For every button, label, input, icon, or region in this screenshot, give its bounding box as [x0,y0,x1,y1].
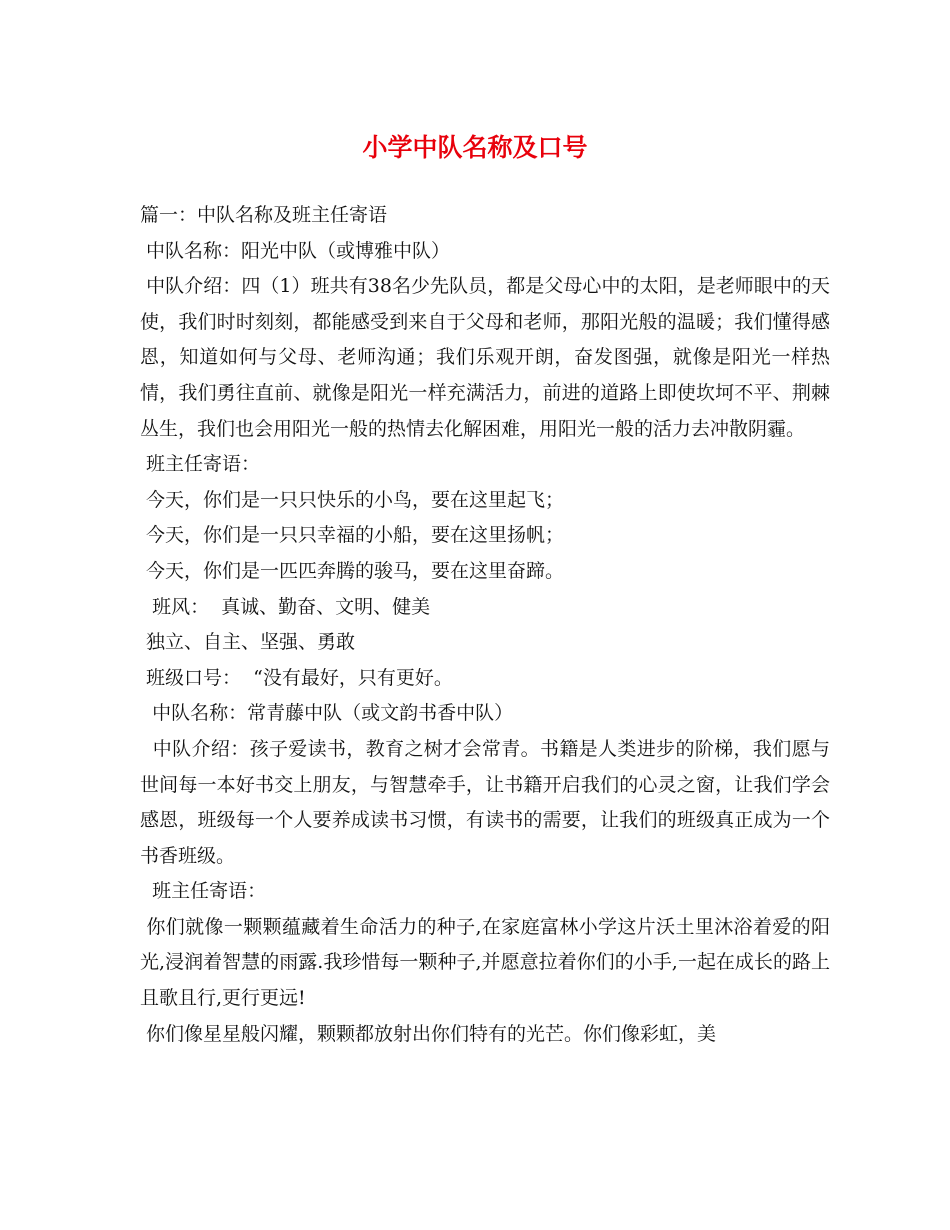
message-line: 今天，你们是一只只快乐的小鸟，要在这里起飞； [140,488,565,511]
squad-intro-paragraph: 中队介绍：孩子爱读书，教育之树才会常青。书籍是人类进步的阶梯，我们愿与世间每一本好书交上朋友，与智慧牵手，让书籍开启我们的心灵之窗，让我们学会感恩，班级每一个人要养成读书习惯，有读书的需要，让我们的班级真正成为一个书香班级。 [140,737,830,867]
class-slogan-line: 班级口号： “没有最好，只有更好。 [140,666,453,689]
message-line: 今天，你们是一只只幸福的小船，要在这里扬帆； [140,524,565,547]
section-heading: 篇一：中队名称及班主任寄语 [140,204,388,226]
squad-name-line: 中队名称：常青藤中队（或文韵书香中队） [140,702,514,725]
document-title: 小学中队名称及口号 [362,133,588,162]
message-line: 今天，你们是一匹匹奔腾的骏马，要在这里奋蹄。 [140,559,565,582]
class-style-line-2: 独立、自主、坚强、勇敢 [140,631,356,654]
document-body [140,198,830,1052]
squad-name-line: 中队名称：阳光中队（或博雅中队） [140,239,451,262]
teacher-message-label: 班主任寄语： [140,880,267,903]
teacher-message-label: 班主任寄语： [140,453,261,476]
class-style-line: 班风： 真诚、勤奋、文明、健美 [140,595,431,618]
squad-intro-paragraph: 中队介绍：四（1）班共有38名少先队员，都是父母心中的太阳，是老师眼中的天使，我们时时刻刻，都能感受到来自于父母和老师，那阳光般的温暖；我们懂得感恩，知道如何与父母、老师沟通；我们乐观开朗，奋发图强，就像是阳光一样热情，我们勇往直前、就像是阳光一样充满活力，前进的道路上即使坎坷不平、荆棘丛生，我们也会用阳光一般的热情去化解困难，用阳光一般的活力去冲散阴霾。 [140,275,830,440]
message-paragraph: 你们像星星般闪耀，颗颗都放射出你们特有的光芒。你们像彩虹，美 [140,1022,717,1045]
message-paragraph: 你们就像一颗颗蕴藏着生命活力的种子,在家庭富林小学这片沃土里沐浴着爱的阳光,浸润着智慧的雨露.我珍惜每一颗种子,并愿意拉着你们的小手,一起在成长的路上且歌且行,更行更远! [140,915,830,1010]
